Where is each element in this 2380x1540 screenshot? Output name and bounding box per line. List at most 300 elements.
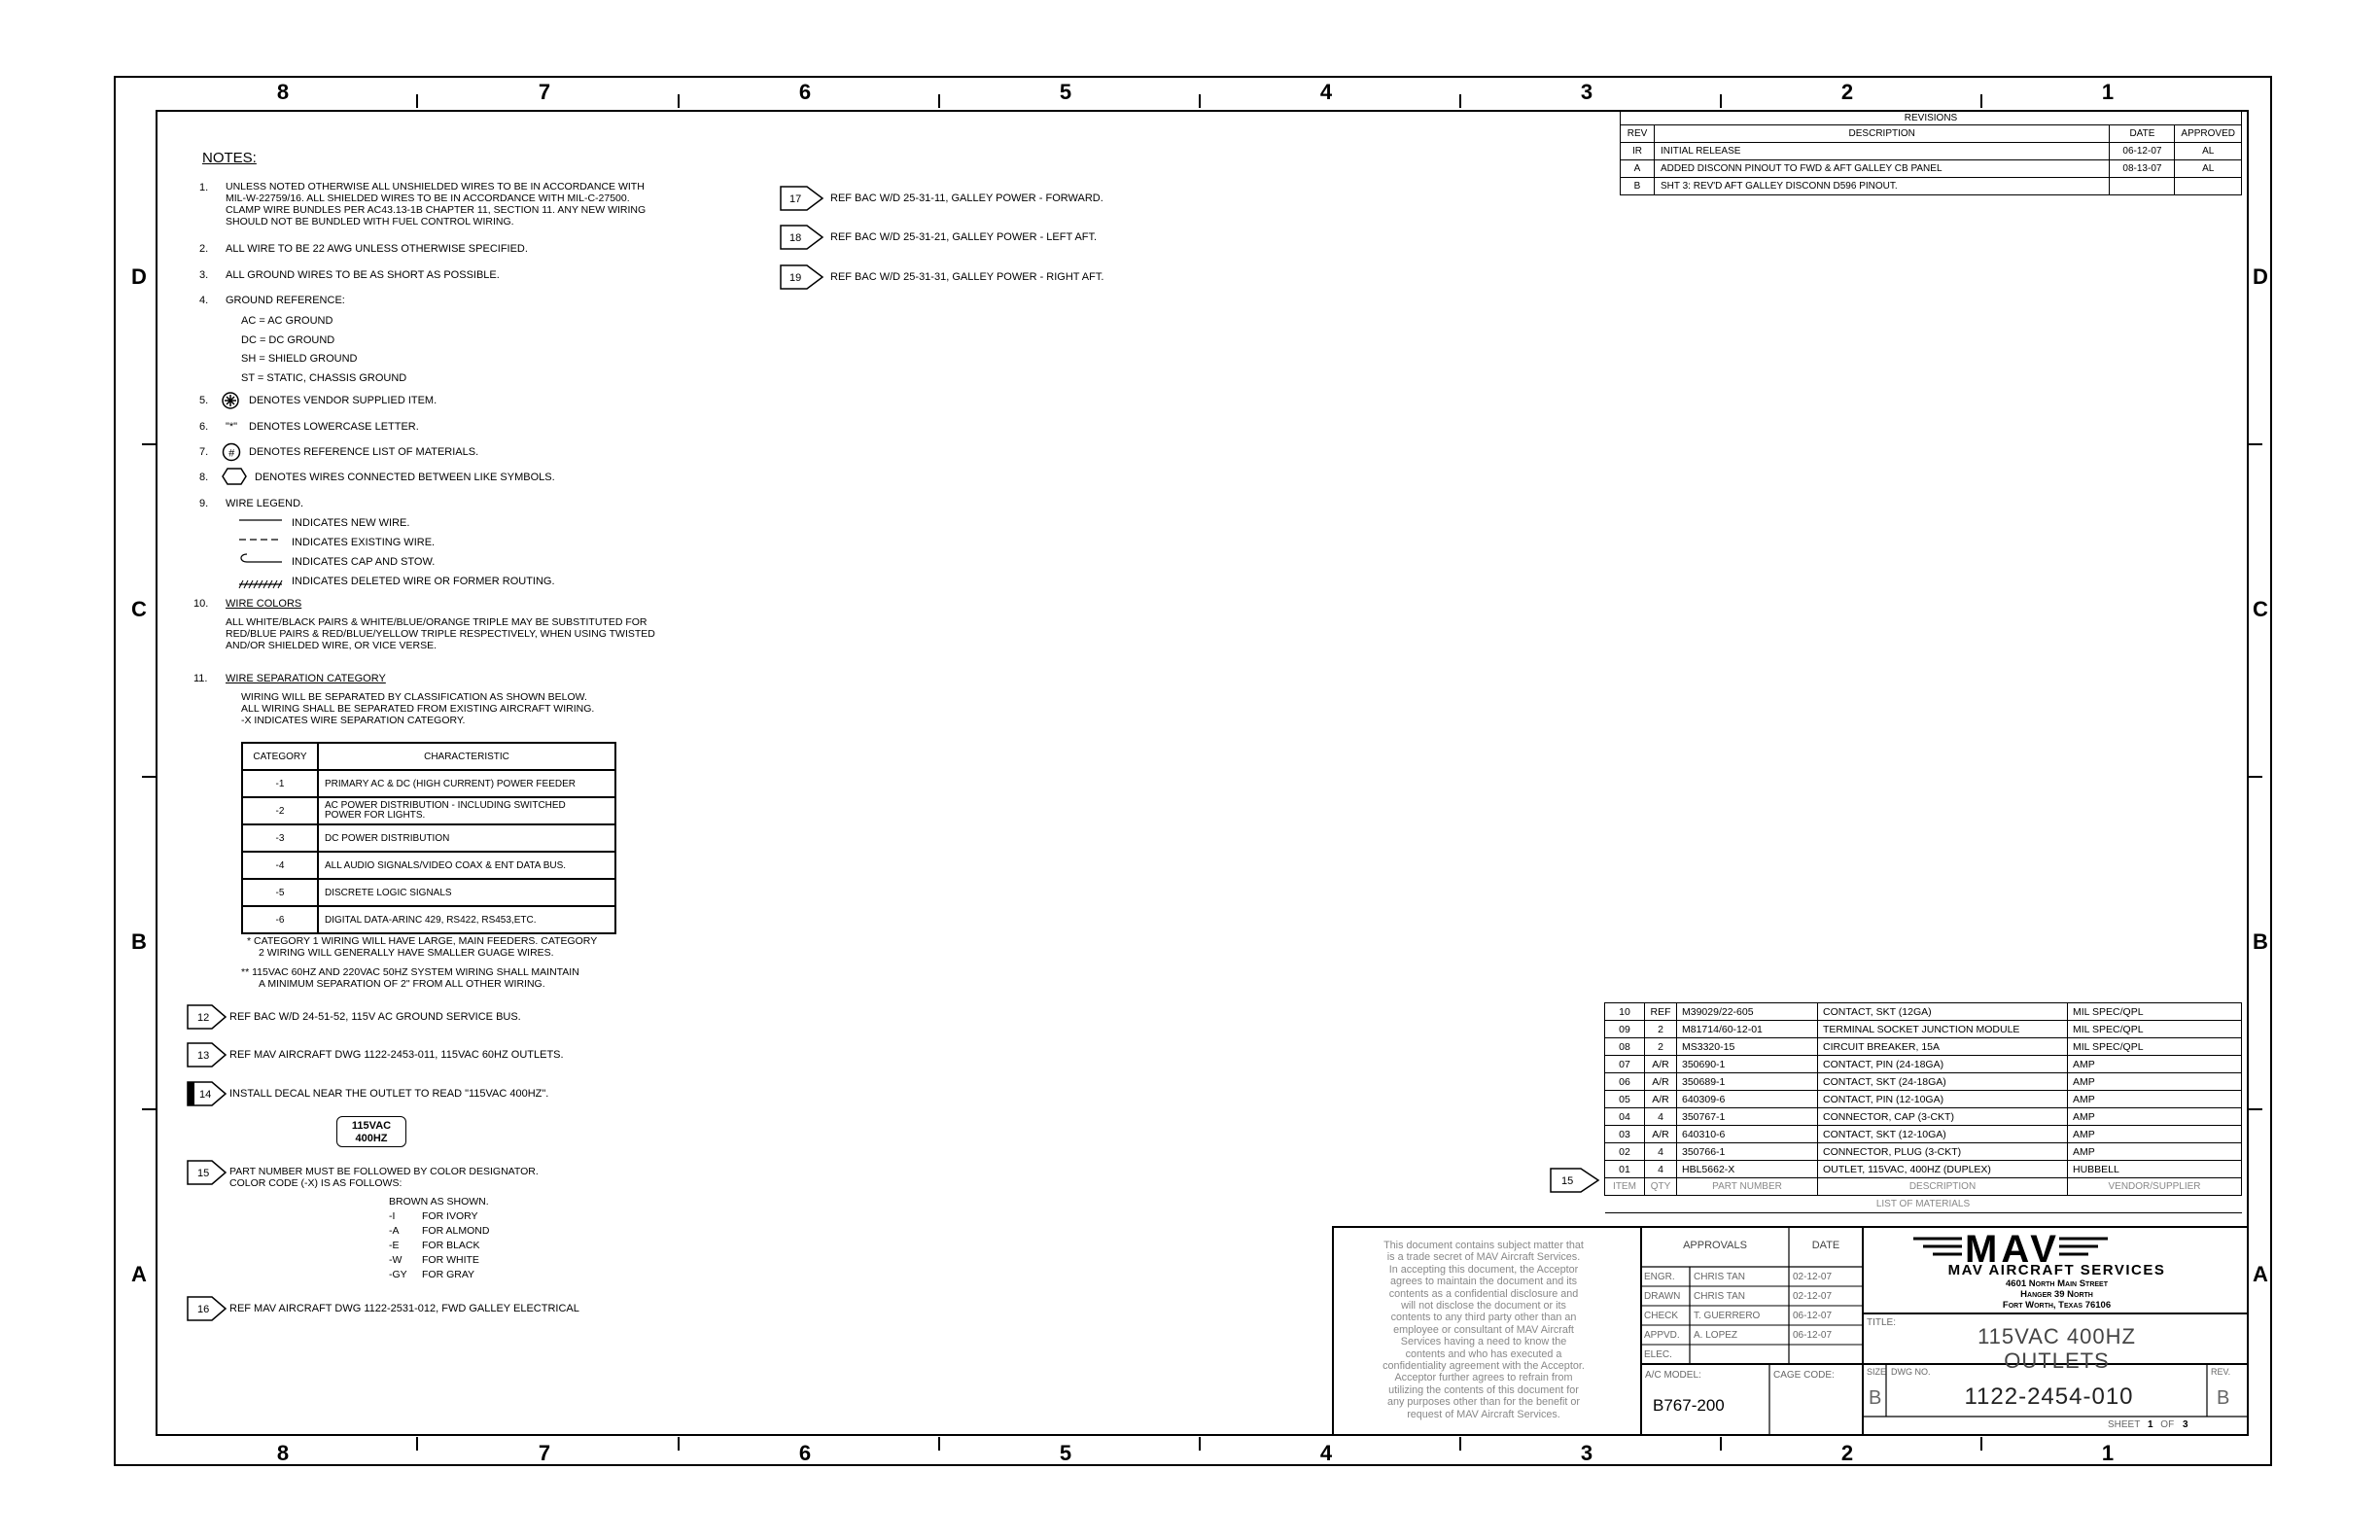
- item-cell: 08: [1605, 1038, 1645, 1056]
- flag-note-19-text: REF BAC W/D 25-31-31, GALLEY POWER - RIGHT AFT.: [830, 271, 1104, 283]
- approval-name: CHRIS TAN: [1694, 1272, 1745, 1282]
- flag-19-icon: [780, 264, 824, 290]
- color-code: -W: [389, 1254, 402, 1266]
- flag-number: 19: [789, 272, 802, 284]
- vendor-cell: AMP: [2068, 1108, 2242, 1126]
- qty-cell: REF: [1645, 1003, 1677, 1021]
- approval-name: CHRIS TAN: [1694, 1291, 1745, 1302]
- note-line: AND/OR SHIELDED WIRE, OR VICE VERSE.: [226, 640, 438, 651]
- approved-cell: [2175, 178, 2242, 195]
- ground-item: SH = SHIELD GROUND: [241, 353, 358, 365]
- approved-header: APPROVED: [2175, 125, 2242, 143]
- item-cell: 04: [1605, 1108, 1645, 1126]
- flag-13-icon: [187, 1042, 228, 1068]
- zone-left-c: C: [131, 597, 147, 621]
- note-2-number: 2.: [199, 243, 209, 255]
- footnote-line: 2 WIRING WILL GENERALLY HAVE SMALLER GUAGE WIRES.: [259, 947, 554, 959]
- disclaimer-line: agrees to maintain the document and its: [1389, 1276, 1578, 1288]
- disclaimer-line: confidentiality agreement with the Acceptor.: [1382, 1360, 1585, 1373]
- item-header: ITEM: [1605, 1178, 1645, 1196]
- table-row: [242, 770, 615, 797]
- flag-number: 15: [1561, 1175, 1574, 1187]
- disclaimer-line: In accepting this document, the Acceptor: [1388, 1263, 1579, 1276]
- color-desc: FOR IVORY: [422, 1210, 478, 1222]
- note-4-number: 4.: [199, 295, 209, 306]
- drawing-number: 1122-2454-010: [1964, 1383, 2134, 1410]
- address-line: Fort Worth, Texas 76106: [2002, 1300, 2112, 1311]
- tick: [142, 776, 156, 778]
- approval-role: ELEC.: [1644, 1349, 1672, 1360]
- tick: [2249, 443, 2262, 445]
- characteristic-cell: DISCRETE LOGIC SIGNALS: [318, 879, 615, 906]
- flag-14-icon: [187, 1081, 228, 1106]
- color-code: -I: [389, 1210, 396, 1222]
- category-cell: -2: [242, 797, 318, 824]
- table-row: [242, 879, 615, 906]
- part-number-cell: 640309-6: [1677, 1091, 1818, 1108]
- part-number-cell: 640310-6: [1677, 1126, 1818, 1143]
- vendor-cell: AMP: [2068, 1126, 2242, 1143]
- approvals-header: APPROVALS: [1683, 1240, 1747, 1251]
- approval-name: T. GUERRERO: [1694, 1311, 1761, 1321]
- qty-cell: 2: [1645, 1021, 1677, 1038]
- size-label: SIZE: [1867, 1367, 1887, 1377]
- qty-cell: A/R: [1645, 1056, 1677, 1073]
- tick: [678, 94, 680, 108]
- item-cell: 07: [1605, 1056, 1645, 1073]
- description-cell: OUTLET, 115VAC, 400HZ (DUPLEX): [1818, 1161, 2068, 1178]
- table-row: [1605, 1073, 2242, 1091]
- note-line: SHOULD NOT BE BUNDLED WITH FUEL CONTROL WIRING.: [226, 216, 514, 228]
- flag-note-12-text: REF BAC W/D 24-51-52, 115V AC GROUND SERVICE BUS.: [229, 1011, 521, 1023]
- flag-number: 12: [197, 1012, 210, 1024]
- note-3-text: ALL GROUND WIRES TO BE AS SHORT AS POSSIBLE.: [226, 269, 500, 281]
- ground-item: AC = AC GROUND: [241, 315, 333, 327]
- table-row: [1621, 160, 2242, 178]
- ground-item: DC = DC GROUND: [241, 333, 335, 346]
- disclaimer-line: contents as a confidential disclosure and: [1388, 1287, 1579, 1300]
- zone-left-b: B: [131, 929, 147, 954]
- description-cell: CIRCUIT BREAKER, 15A: [1818, 1038, 2068, 1056]
- footnote-1: [247, 935, 597, 959]
- item-cell: 09: [1605, 1021, 1645, 1038]
- title-line: 115VAC 400HZ: [1978, 1324, 2136, 1348]
- ac-model-label: A/C MODEL:: [1645, 1370, 1701, 1381]
- qty-cell: 4: [1645, 1143, 1677, 1161]
- disclaimer-line: any purposes other than for the benefit or: [1386, 1396, 1581, 1409]
- color-code-item: [389, 1209, 489, 1224]
- zone-bottom-8: 8: [276, 1441, 290, 1465]
- note-8-number: 8.: [199, 472, 209, 483]
- characteristic-cell: [318, 797, 615, 824]
- note-9-number: 9.: [199, 498, 209, 509]
- approval-date: 06-12-07: [1793, 1330, 1833, 1341]
- description-cell: CONTACT, PIN (24-18GA): [1818, 1056, 2068, 1073]
- color-desc: FOR ALMOND: [422, 1225, 490, 1237]
- reference-item-symbol: #: [228, 447, 235, 460]
- note-7-text: DENOTES REFERENCE LIST OF MATERIALS.: [249, 446, 479, 458]
- note-7-number: 7.: [199, 446, 209, 458]
- part-number-cell: HBL5662-X: [1677, 1161, 1818, 1178]
- table-row: [1605, 1108, 2242, 1126]
- zone-bottom-2: 2: [1840, 1441, 1854, 1465]
- zone-top-3: 3: [1580, 80, 1593, 104]
- approval-role: APPVD.: [1644, 1330, 1680, 1341]
- date-header: DATE: [2110, 125, 2175, 143]
- wire-legend-list: [292, 513, 555, 591]
- zone-left-a: A: [131, 1262, 147, 1286]
- table-row: [1605, 1038, 2242, 1056]
- note-line: CLAMP WIRE BUNDLES PER AC43.13-1B CHAPTER 11, SECTION 11. ANY NEW WIRING: [226, 204, 647, 216]
- description-cell: CONTACT, SKT (12-10GA): [1818, 1126, 2068, 1143]
- flag-number: 13: [197, 1050, 210, 1062]
- of-label: OF: [2160, 1419, 2175, 1430]
- date-cell: [2110, 178, 2175, 195]
- vendor-cell: MIL SPEC/QPL: [2068, 1021, 2242, 1038]
- flag-note-15-text: [229, 1166, 539, 1189]
- note-line: COLOR CODE (-X) IS AS FOLLOWS:: [229, 1177, 402, 1189]
- sheet-number: 1: [2147, 1419, 2153, 1430]
- flag-16-icon: [187, 1296, 228, 1321]
- tick: [2249, 1108, 2262, 1110]
- characteristic-header: CHARACTERISTIC: [318, 743, 615, 770]
- tick: [938, 94, 940, 108]
- company-name: MAV AIRCRAFT SERVICES: [1947, 1262, 2166, 1278]
- dwg-no-label: DWG NO.: [1891, 1367, 1931, 1377]
- description-header: DESCRIPTION: [1655, 125, 2110, 143]
- color-code: -A: [389, 1225, 400, 1237]
- table-row: [242, 906, 615, 933]
- category-cell: -5: [242, 879, 318, 906]
- note-11-title: WIRE SEPARATION CATEGORY: [226, 673, 386, 684]
- zone-right-a: A: [2253, 1262, 2268, 1286]
- disclaimer-line: utilizing the contents of this document for: [1388, 1383, 1579, 1396]
- characteristic-cell: ALL AUDIO SIGNALS/VIDEO COAX & ENT DATA BUS.: [318, 852, 615, 879]
- sheet-label: SHEET: [2108, 1419, 2141, 1430]
- disclaimer-line: This document contains subject matter that: [1383, 1240, 1584, 1251]
- table-header-row: [242, 743, 615, 770]
- qty-cell: A/R: [1645, 1091, 1677, 1108]
- tick: [678, 1437, 680, 1451]
- list-of-materials-table: [1604, 1002, 2242, 1213]
- flag-note-13-text: REF MAV AIRCRAFT DWG 1122-2453-011, 115VAC 60HZ OUTLETS.: [229, 1049, 564, 1061]
- color-desc: FOR GRAY: [422, 1269, 475, 1280]
- tick: [1199, 1437, 1201, 1451]
- color-code-list: [389, 1209, 489, 1282]
- ground-item: ST = STATIC, CHASSIS GROUND: [241, 371, 407, 384]
- rev-value: B: [2217, 1387, 2230, 1409]
- vendor-supplied-icon: [222, 392, 239, 409]
- table-row: [1605, 1126, 2242, 1143]
- flag-17-icon: [780, 186, 824, 211]
- note-line: -X INDICATES WIRE SEPARATION CATEGORY.: [241, 715, 466, 726]
- approvals-date-header: DATE: [1811, 1240, 1840, 1251]
- footnote-marker: *: [247, 935, 252, 947]
- title-line: OUTLETS: [2004, 1348, 2110, 1373]
- flag-number: 18: [789, 232, 802, 244]
- materials-caption: LIST OF MATERIALS: [1605, 1196, 2242, 1213]
- date-cell: 06-12-07: [2110, 143, 2175, 160]
- disclaimer-line: Acceptor further agrees to refrain from: [1394, 1372, 1573, 1384]
- rev-cell: B: [1621, 178, 1655, 195]
- sheet-total: 3: [2182, 1419, 2188, 1430]
- color-brown-line: BROWN AS SHOWN.: [389, 1196, 489, 1208]
- flag-number: 15: [197, 1168, 210, 1179]
- zone-top-7: 7: [538, 80, 551, 104]
- description-cell: CONTACT, PIN (12-10GA): [1818, 1091, 2068, 1108]
- title-label: TITLE:: [1867, 1317, 1897, 1328]
- tick: [2249, 776, 2262, 778]
- characteristic-cell: DIGITAL DATA-ARINC 429, RS422, RS453,ETC.: [318, 906, 615, 933]
- footnote-line: CATEGORY 1 WIRING WILL HAVE LARGE, MAIN FEEDERS. CATEGORY: [254, 935, 598, 947]
- materials-caption-row: [1605, 1196, 2242, 1213]
- description-cell: CONNECTOR, PLUG (3-CKT): [1818, 1143, 2068, 1161]
- note-line: PART NUMBER MUST BE FOLLOWED BY COLOR DESIGNATOR.: [229, 1166, 539, 1177]
- wire-legend-item: INDICATES CAP AND STOW.: [292, 556, 436, 568]
- vendor-cell: AMP: [2068, 1073, 2242, 1091]
- note-2-text: ALL WIRE TO BE 22 AWG UNLESS OTHERWISE SPECIFIED.: [226, 243, 528, 255]
- tick: [1980, 94, 1982, 108]
- tick: [416, 1437, 418, 1451]
- tick: [938, 1437, 940, 1451]
- approval-date: 06-12-07: [1793, 1311, 1833, 1321]
- note-4-text: GROUND REFERENCE:: [226, 295, 345, 306]
- table-row: [242, 824, 615, 852]
- category-cell: -6: [242, 906, 318, 933]
- table-row: [1605, 1021, 2242, 1038]
- approval-role: DRAWN: [1644, 1291, 1681, 1302]
- note-6-number: 6.: [199, 421, 209, 433]
- item-cell: 03: [1605, 1126, 1645, 1143]
- zone-top-6: 6: [798, 80, 812, 104]
- wire-legend-item: INDICATES DELETED WIRE OR FORMER ROUTING.: [292, 576, 555, 587]
- approval-date: 02-12-07: [1793, 1291, 1833, 1302]
- qty-cell: 4: [1645, 1108, 1677, 1126]
- item-cell: 01: [1605, 1161, 1645, 1178]
- note-1-number: 1.: [199, 182, 209, 193]
- note-10-number: 10.: [193, 598, 209, 610]
- approval-role: CHECK: [1644, 1311, 1679, 1321]
- footnote-line: 115VAC 60HZ AND 220VAC 50HZ SYSTEM WIRING SHALL MAINTAIN: [252, 966, 579, 978]
- revisions-title: REVISIONS: [1621, 111, 2242, 125]
- logo-text: MAV: [1965, 1228, 2060, 1268]
- part-number-cell: 350690-1: [1677, 1056, 1818, 1073]
- qty-cell: A/R: [1645, 1126, 1677, 1143]
- tick: [1720, 94, 1722, 108]
- zone-bottom-6: 6: [798, 1441, 812, 1465]
- wire-legend-item: INDICATES EXISTING WIRE.: [292, 537, 436, 548]
- category-header: CATEGORY: [242, 743, 318, 770]
- zone-left-d: D: [131, 264, 147, 289]
- rev-label: REV.: [2211, 1367, 2231, 1377]
- note-9-text: WIRE LEGEND.: [226, 498, 304, 509]
- footnote-line: A MINIMUM SEPARATION OF 2" FROM ALL OTHER WIRING.: [259, 978, 545, 990]
- part-number-cell: 350689-1: [1677, 1073, 1818, 1091]
- item-cell: 10: [1605, 1003, 1645, 1021]
- sheet-indicator: [2108, 1419, 2188, 1430]
- vendor-cell: AMP: [2068, 1056, 2242, 1073]
- tick: [416, 94, 418, 108]
- zone-bottom-5: 5: [1059, 1441, 1072, 1465]
- qty-cell: A/R: [1645, 1073, 1677, 1091]
- cage-code-label: CAGE CODE:: [1773, 1370, 1835, 1381]
- note-6-symbol: "*": [226, 421, 238, 433]
- color-code-item: [389, 1253, 489, 1268]
- note-6-text: DENOTES LOWERCASE LETTER.: [249, 421, 419, 433]
- footnote-marker: **: [241, 966, 250, 978]
- disclaimer-line: employee or consultant of MAV Aircraft: [1393, 1323, 1574, 1336]
- zone-bottom-1: 1: [2101, 1441, 2115, 1465]
- tick: [1459, 1437, 1461, 1451]
- address-line: 4601 North Main Street: [2006, 1278, 2108, 1289]
- disclaimer-line: contents to any third party other than an: [1390, 1312, 1577, 1324]
- table-row: [1605, 1091, 2242, 1108]
- description-cell: CONNECTOR, CAP (3-CKT): [1818, 1108, 2068, 1126]
- tick: [1199, 94, 1201, 108]
- category-cell: -3: [242, 824, 318, 852]
- table-row: [242, 852, 615, 879]
- table-header-row: [1605, 1178, 2242, 1196]
- revisions-title-row: [1621, 111, 2242, 125]
- note-1-text: [226, 181, 646, 228]
- zone-bottom-3: 3: [1580, 1441, 1593, 1465]
- vendor-header: VENDOR/SUPPLIER: [2068, 1178, 2242, 1196]
- characteristic-cell: PRIMARY AC & DC (HIGH CURRENT) POWER FEEDER: [318, 770, 615, 797]
- vendor-cell: AMP: [2068, 1143, 2242, 1161]
- zone-top-1: 1: [2101, 80, 2115, 104]
- zone-bottom-4: 4: [1319, 1441, 1333, 1465]
- characteristic-line: POWER FOR LIGHTS.: [325, 810, 426, 821]
- zone-top-5: 5: [1059, 80, 1072, 104]
- description-cell: SHT 3: REV'D AFT GALLEY DISCONN D596 PINOUT.: [1655, 178, 2110, 195]
- zone-right-c: C: [2253, 597, 2268, 621]
- note-10-title: WIRE COLORS: [226, 598, 302, 610]
- approved-cell: AL: [2175, 143, 2242, 160]
- color-code-item: [389, 1224, 489, 1239]
- tick: [142, 443, 156, 445]
- flag-number: 17: [789, 193, 802, 205]
- ground-reference-list: [241, 312, 406, 388]
- zone-right-d: D: [2253, 264, 2268, 289]
- tick: [1980, 1437, 1982, 1451]
- note-10-text: [226, 616, 655, 651]
- vendor-cell: MIL SPEC/QPL: [2068, 1038, 2242, 1056]
- notes-title: NOTES:: [202, 150, 257, 166]
- disclaimer-line: request of MAV Aircraft Services.: [1407, 1408, 1560, 1420]
- color-desc: FOR BLACK: [422, 1240, 480, 1251]
- table-row: [1605, 1003, 2242, 1021]
- qty-cell: 4: [1645, 1161, 1677, 1178]
- vendor-cell: MIL SPEC/QPL: [2068, 1003, 2242, 1021]
- flag-15-materials-icon: [1550, 1168, 1600, 1193]
- tick: [1459, 94, 1461, 108]
- approval-role: ENGR.: [1644, 1272, 1675, 1282]
- part-number-cell: M39029/22-605: [1677, 1003, 1818, 1021]
- note-line: RED/BLUE PAIRS & RED/BLUE/YELLOW TRIPLE RESPECTIVELY, WHEN USING TWISTED: [226, 628, 655, 640]
- description-cell: CONTACT, SKT (24-18GA): [1818, 1073, 2068, 1091]
- part-number-cell: M81714/60-12-01: [1677, 1021, 1818, 1038]
- disclaimer-line: will not disclose the document or its: [1401, 1300, 1566, 1312]
- note-11-number: 11.: [193, 673, 208, 684]
- zone-top-4: 4: [1319, 80, 1333, 104]
- description-header: DESCRIPTION: [1818, 1178, 2068, 1196]
- description-cell: ADDED DISCONN PINOUT TO FWD & AFT GALLEY CB PANEL: [1655, 160, 2110, 178]
- flag-number: 16: [197, 1304, 210, 1315]
- flag-12-icon: [187, 1004, 228, 1030]
- characteristic-line: AC POWER DISTRIBUTION - INCLUDING SWITCHED: [325, 800, 566, 811]
- zone-top-2: 2: [1840, 80, 1854, 104]
- qty-cell: 2: [1645, 1038, 1677, 1056]
- color-code: -E: [389, 1240, 400, 1251]
- reference-item-circle-icon: [222, 442, 241, 462]
- part-number-header: PART NUMBER: [1677, 1178, 1818, 1196]
- table-row: [1605, 1056, 2242, 1073]
- zone-right-b: B: [2253, 929, 2268, 954]
- zone-bottom-7: 7: [538, 1441, 551, 1465]
- item-cell: 05: [1605, 1091, 1645, 1108]
- description-cell: INITIAL RELEASE: [1655, 143, 2110, 160]
- description-cell: TERMINAL SOCKET JUNCTION MODULE: [1818, 1021, 2068, 1038]
- approval-date: 02-12-07: [1793, 1272, 1833, 1282]
- description-cell: CONTACT, SKT (12GA): [1818, 1003, 2068, 1021]
- tick: [1720, 1437, 1722, 1451]
- rev-cell: IR: [1621, 143, 1655, 160]
- color-desc: FOR WHITE: [422, 1254, 479, 1266]
- flag-note-18-text: REF BAC W/D 25-31-21, GALLEY POWER - LEFT AFT.: [830, 231, 1098, 243]
- note-11-text: [241, 691, 594, 726]
- hexagon-icon: [222, 467, 247, 486]
- note-line: ALL WHITE/BLACK PAIRS & WHITE/BLUE/ORANGE TRIPLE MAY BE SUBSTITUTED FOR: [226, 616, 648, 628]
- decal-line: 400HZ: [355, 1133, 388, 1144]
- table-row: [1621, 178, 2242, 195]
- size-value: B: [1869, 1387, 1882, 1409]
- approved-cell: AL: [2175, 160, 2242, 178]
- flag-note-17-text: REF BAC W/D 25-31-11, GALLEY POWER - FORWARD.: [830, 192, 1103, 204]
- color-code: -GY: [389, 1269, 407, 1280]
- part-number-cell: MS3320-15: [1677, 1038, 1818, 1056]
- item-cell: 02: [1605, 1143, 1645, 1161]
- color-code-item: [389, 1239, 489, 1253]
- rev-cell: A: [1621, 160, 1655, 178]
- table-row: [242, 797, 615, 824]
- part-number-cell: 350766-1: [1677, 1143, 1818, 1161]
- decal-line: 115VAC: [351, 1120, 392, 1132]
- note-line: UNLESS NOTED OTHERWISE ALL UNSHIELDED WIRES TO BE IN ACCORDANCE WITH: [226, 181, 645, 192]
- footnote-2: [241, 966, 579, 990]
- rev-header: REV: [1621, 125, 1655, 143]
- note-5-text: DENOTES VENDOR SUPPLIED ITEM.: [249, 395, 438, 406]
- date-cell: 08-13-07: [2110, 160, 2175, 178]
- note-3-number: 3.: [199, 269, 209, 281]
- flag-note-14-text: INSTALL DECAL NEAR THE OUTLET TO READ "115VAC 400HZ".: [229, 1088, 549, 1100]
- wire-legend-item: INDICATES NEW WIRE.: [292, 517, 410, 529]
- note-line: ALL WIRING SHALL BE SEPARATED FROM EXISTING AIRCRAFT WIRING.: [241, 703, 595, 715]
- category-cell: -4: [242, 852, 318, 879]
- ac-model-value: B767-200: [1653, 1396, 1725, 1415]
- table-row: [1621, 143, 2242, 160]
- wire-category-table: [241, 742, 616, 934]
- item-cell: 06: [1605, 1073, 1645, 1091]
- flag-18-icon: [780, 225, 824, 250]
- color-code-item: [389, 1268, 489, 1282]
- tick: [142, 1108, 156, 1110]
- flag-15-icon: [187, 1160, 228, 1185]
- table-header-row: [1621, 125, 2242, 143]
- revisions-table: [1620, 110, 2242, 195]
- characteristic-cell: DC POWER DISTRIBUTION: [318, 824, 615, 852]
- disclaimer-line: contents and who has executed a: [1405, 1348, 1562, 1360]
- note-line: WIRING WILL BE SEPARATED BY CLASSIFICATION AS SHOWN BELOW.: [241, 691, 587, 703]
